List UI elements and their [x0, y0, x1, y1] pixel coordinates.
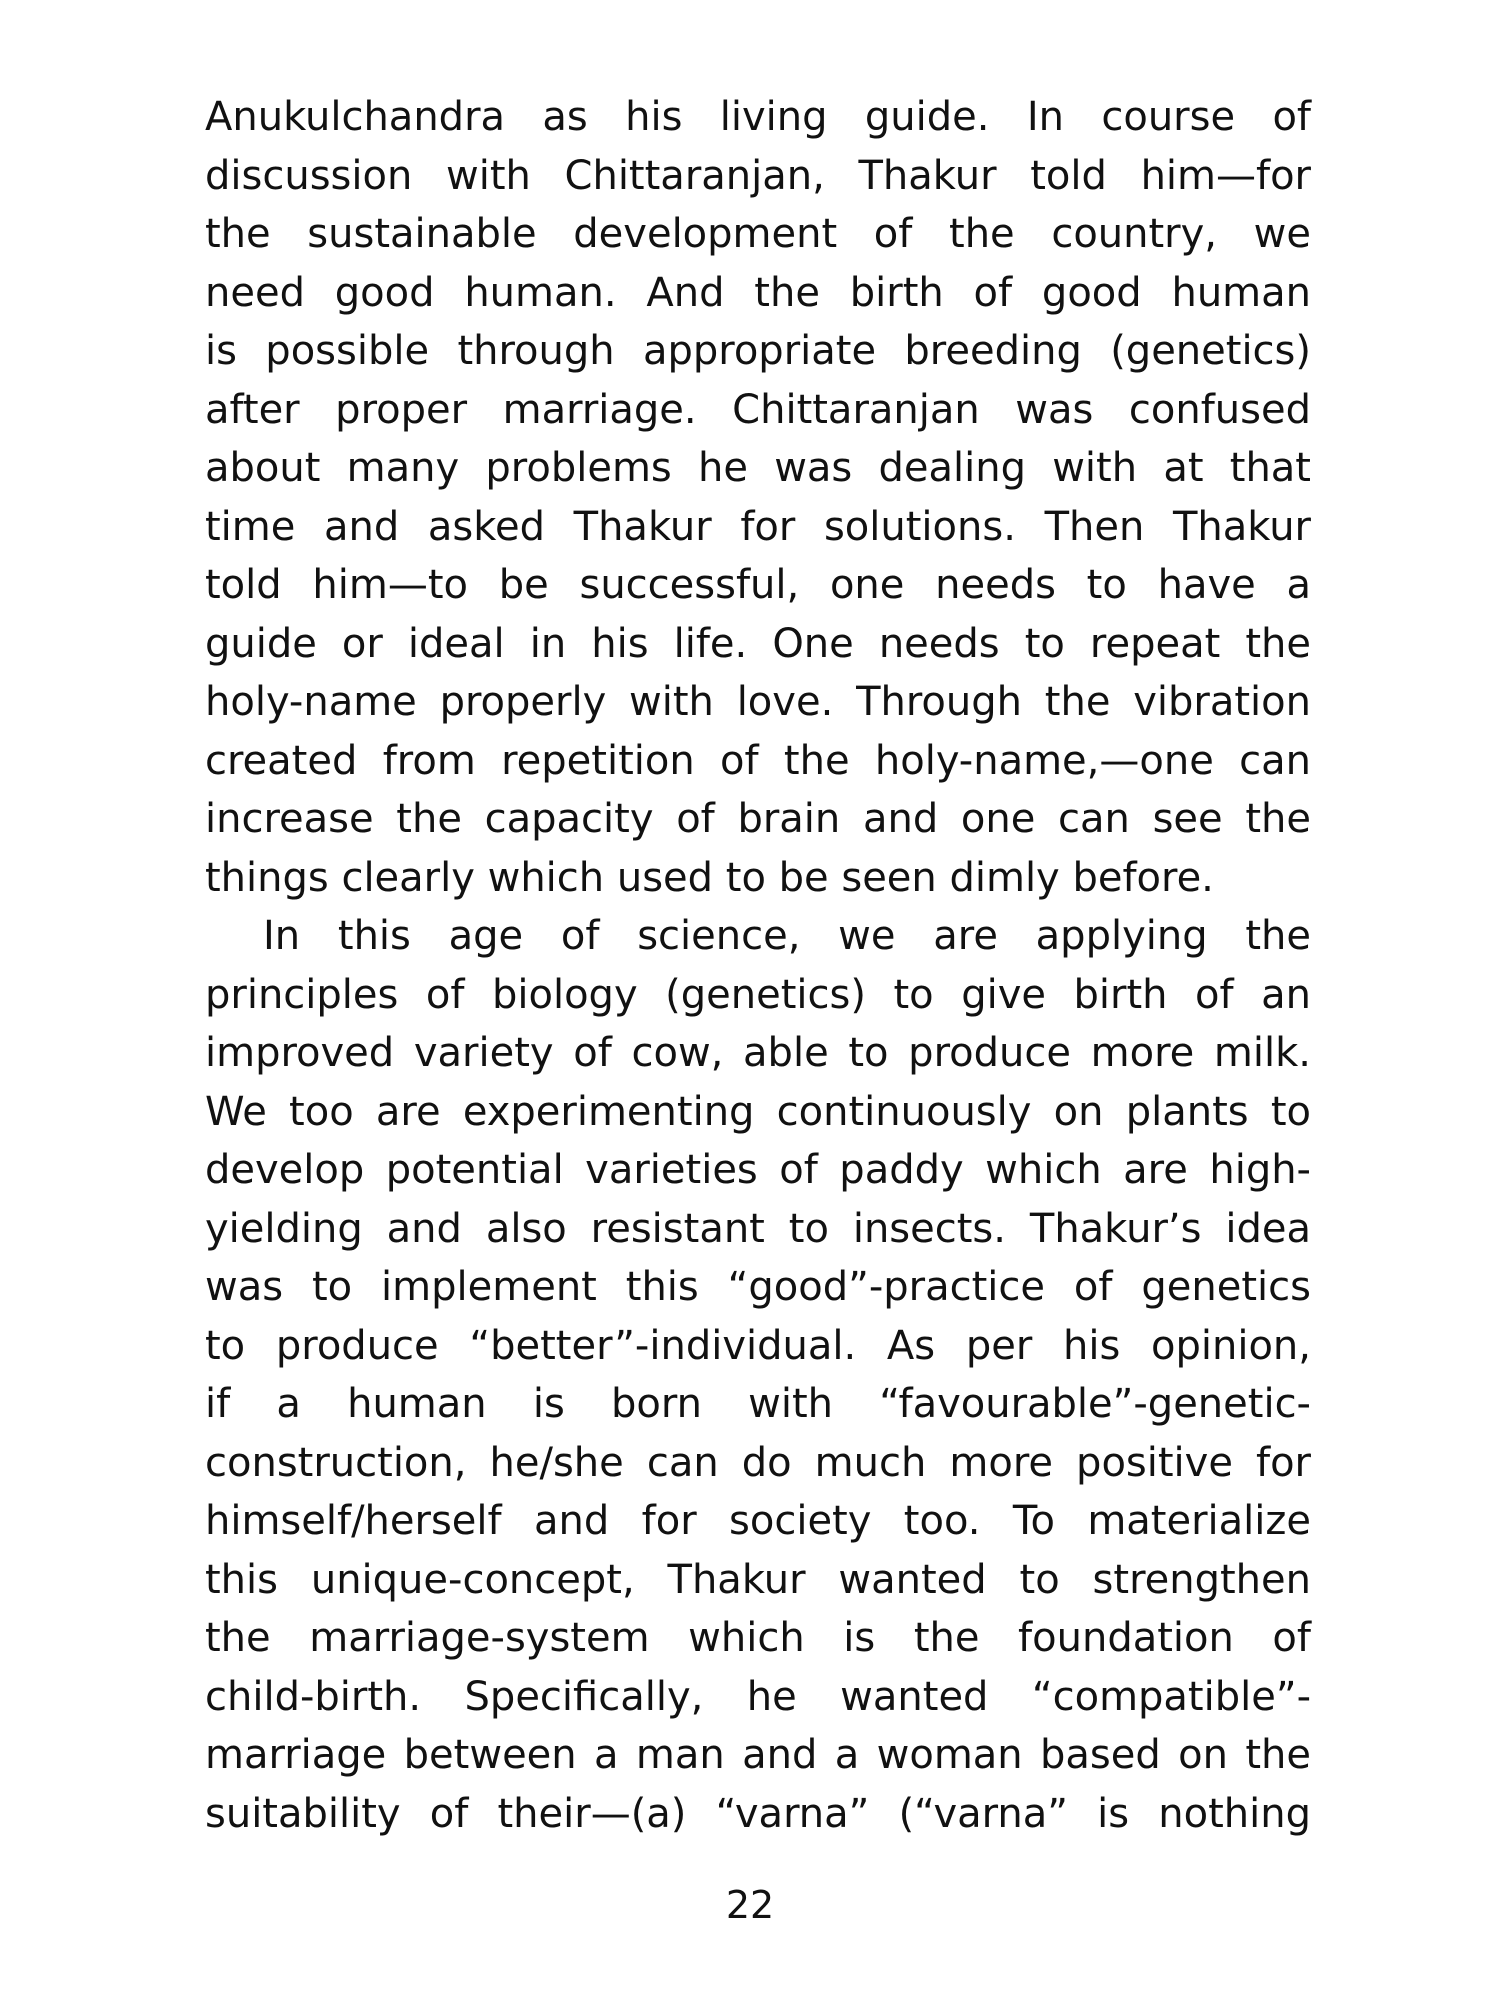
paragraph-1 — [205, 88, 1311, 907]
text-line: yielding and also resistant to insects. Thakur’s idea — [205, 1205, 1311, 1252]
text-line: construction, he/she can do much more positive for — [205, 1439, 1311, 1486]
text-line: was to implement this “good”-practice of genetics — [205, 1264, 1311, 1310]
text-line: this unique-concept, Thakur wanted to strengthen — [205, 1556, 1311, 1603]
page-number: 22 — [725, 1883, 775, 1927]
text-line: Anukulchandra as his living guide. In course of — [205, 94, 1311, 140]
text-line: after proper marriage. Chittaranjan was confused — [205, 386, 1311, 433]
text-line: need good human. And the birth of good human — [205, 269, 1311, 316]
text-line: to produce “better”-individual. As per his opinion, — [205, 1322, 1311, 1369]
text-line: We too are experimenting continuously on plants to — [205, 1088, 1311, 1135]
text-line: suitability of their—(a) “varna” (“varna” is nothing — [205, 1790, 1311, 1837]
text-line: discussion with Chittaranjan, Thakur told him—for — [205, 152, 1311, 199]
text-line: increase the capacity of brain and one can see the — [205, 796, 1311, 842]
text-line: time and asked Thakur for solutions. Then Thakur — [205, 503, 1311, 550]
text-line: guide or ideal in his life. One needs to repeat the — [205, 620, 1311, 667]
text-line: created from repetition of the holy-name,—one can — [205, 737, 1311, 784]
text-line: improved variety of cow, able to produce more milk. — [205, 1030, 1311, 1076]
text-line: the sustainable development of the country, we — [205, 211, 1311, 257]
text-line: himself/herself and for society too. To materialize — [205, 1498, 1311, 1544]
text-line: told him—to be successful, one needs to have a — [205, 562, 1311, 608]
text-line: about many problems he was dealing with at that — [205, 445, 1311, 491]
text-line: principles of biology (genetics) to give birth of an — [205, 971, 1311, 1018]
text-line: develop potential varieties of paddy which are high- — [205, 1147, 1311, 1193]
text-line: child-birth. Specifically, he wanted “compatible”- — [205, 1673, 1311, 1720]
text-line: things clearly which used to be seen dimly before. — [205, 854, 1214, 901]
text-line: the marriage-system which is the foundation of — [205, 1615, 1311, 1661]
text-line: In this age of science, we are applying the — [263, 913, 1311, 959]
body-text — [205, 88, 1311, 1843]
text-line: marriage between a man and a woman based on the — [205, 1732, 1311, 1778]
text-line: if a human is born with “favourable”-genetic- — [205, 1381, 1311, 1427]
text-line: holy-name properly with love. Through the vibration — [205, 679, 1311, 725]
paragraph-2 — [205, 907, 1311, 1843]
text-line: is possible through appropriate breeding (genetics) — [205, 328, 1311, 374]
